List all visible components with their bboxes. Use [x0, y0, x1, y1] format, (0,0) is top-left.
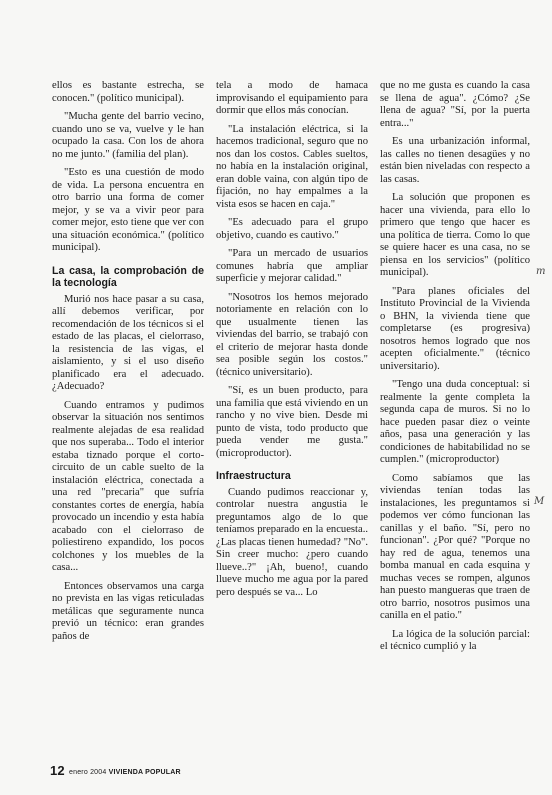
text-column-2 [216, 80, 368, 605]
paragraph: Murió nos hace pasar a su casa, allí debemos verificar, por recomendación de los técnicos si el estado de las placas, el cielorraso, la resistencia de las vigas, el aislamiento, y si el uso diseño planificado era el adecuado. ¿Adecuado? [52, 293, 204, 392]
paragraph: Como sabíamos que las viviendas tenían todas las instalaciones, les preguntamos si podemos ver cómo funcionan las canillas y el baño. "Sí, pero no funcionan". ¿Por qué? "Porque no hay red de agua, tenemos una bomba manual en cada esquina y muchas veces se rompen, algunos han puesto mangueras que traen de otro barrio, nosotros pusimos una canilla en el patio." [380, 472, 530, 621]
magazine-title: VIVIENDA POPULAR [108, 769, 181, 776]
paragraph: "Tengo una duda conceptual: si realmente la gente completa la segunda capa de muros. Si no lo hace pueden pasar diez o veinte años, pasa una generación y las condiciones de habitabilidad no se cumplen." (microproductor) [380, 379, 530, 465]
section-heading: La casa, la comprobación de la tecnología [52, 264, 204, 289]
paragraph: "Para planes oficiales del Instituto Provincial de la Vivienda o BHN, la vivienda tiene que completarse (es progresiva) nosotros hemos logrado que nos acepten oficialmente." (técnico universitario). [380, 285, 530, 372]
section-heading: Infraestructura [216, 470, 291, 482]
paragraph: Cuando entramos y pudimos observar la situación nos sentimos realmente alejadas de esa realidad que nos superaba... Todo el interior estaba tiznado porque el corto-circuito de un cable suelto de la instalación eléctrica, conectada a una red "precaria" que sufría constantes cortes de energía, había provocado un incendio y esta había acabado con el cielorraso de poliestireno expandido, los pocos colchones y los muebles de la casa... [52, 399, 204, 573]
page-number: 12 [50, 763, 65, 778]
paragraph: Es una urbanización informal, las calles no tienen desagües y no están bien niveladas con respecto a las casas. [380, 136, 530, 185]
paragraph: "La instalación eléctrica, si la hacemos tradicional, seguro que no nos dan los costos. Cables sueltos, no había en la instalación original, eran doble vaina, con algún tipo de fijación, no hay empalmes a la vista esos se hacen en caja." [216, 123, 368, 210]
margin-handwritten-mark: M [534, 496, 545, 507]
paragraph: "Es adecuado para el grupo objetivo, cuando es cautivo." [216, 217, 368, 241]
paragraph: "Nosotros los hemos mejorado notoriamente en relación con lo que usualmente tienen las viviendas del barrio, se trabajó con el criterio de mejorar hasta donde sea posible según los costos." (técnico universitario). [216, 291, 368, 378]
paragraph: Cuando pudimos reaccionar y, controlar nuestra angustia le preguntamos algo de lo que teníamos preparado en la encuesta.. ¿Las placas tienen humedad? "No". Sin creer mucho: ¿pero cuando llueve..?" ¡Ah, bueno!, cuando llueve mucho me agua por la pared pero después se va... Lo [216, 486, 368, 598]
page-footer [50, 763, 181, 778]
paragraph: Entonces observamos una carga no prevista en las vigas reticuladas metálicas que seguramente nunca previó un técnico: eran grandes paños de [52, 580, 204, 642]
paragraph: tela a modo de hamaca improvisando el equipamiento para dormir que ellos más conocían. [216, 80, 368, 116]
text-column-3 [380, 80, 530, 660]
paragraph: "Para un mercado de usuarios comunes habría que ampliar superficie y mejorar calidad." [216, 248, 368, 284]
paragraph: que no me gusta es cuando la casa se llena de agua". ¿Cómo? ¿Se llena de agua? "Sí, por la puerta entra..." [380, 80, 530, 129]
paragraph: "Mucha gente del barrio vecino, cuando uno se va, vuelve y le han ocupado la casa. Con los de ahora no me junto." (familia del plan). [52, 111, 204, 160]
text-column-1 [52, 80, 204, 649]
margin-handwritten-mark: m [536, 266, 546, 277]
paragraph: La solución que proponen es hacer una vivienda, para ello lo primero que tengo que hacer es una política de tierra. Como lo que se quiere hacer es una casa, no se piensa en los servicios" (político municipal). [380, 192, 530, 278]
paragraph: ellos es bastante estrecha, se conocen." (político municipal). [52, 80, 204, 104]
paragraph: "Esto es una cuestión de modo de vida. La persona encuentra en otro barrio una forma de comer mejor, y se va a vivir peor para comer mejor, esto tiene que ver con una situación económica." (político municipal). [52, 167, 204, 253]
paragraph: La lógica de la solución parcial: el técnico cumplió y la [380, 628, 530, 652]
issue-date: enero 2004 [69, 769, 107, 776]
paragraph: "Sí, es un buen producto, para una familia que está viviendo en un rancho y no vive bien. Desde mi punto de vista, todo producto que pueda vender me gusta." (microproductor). [216, 385, 368, 459]
